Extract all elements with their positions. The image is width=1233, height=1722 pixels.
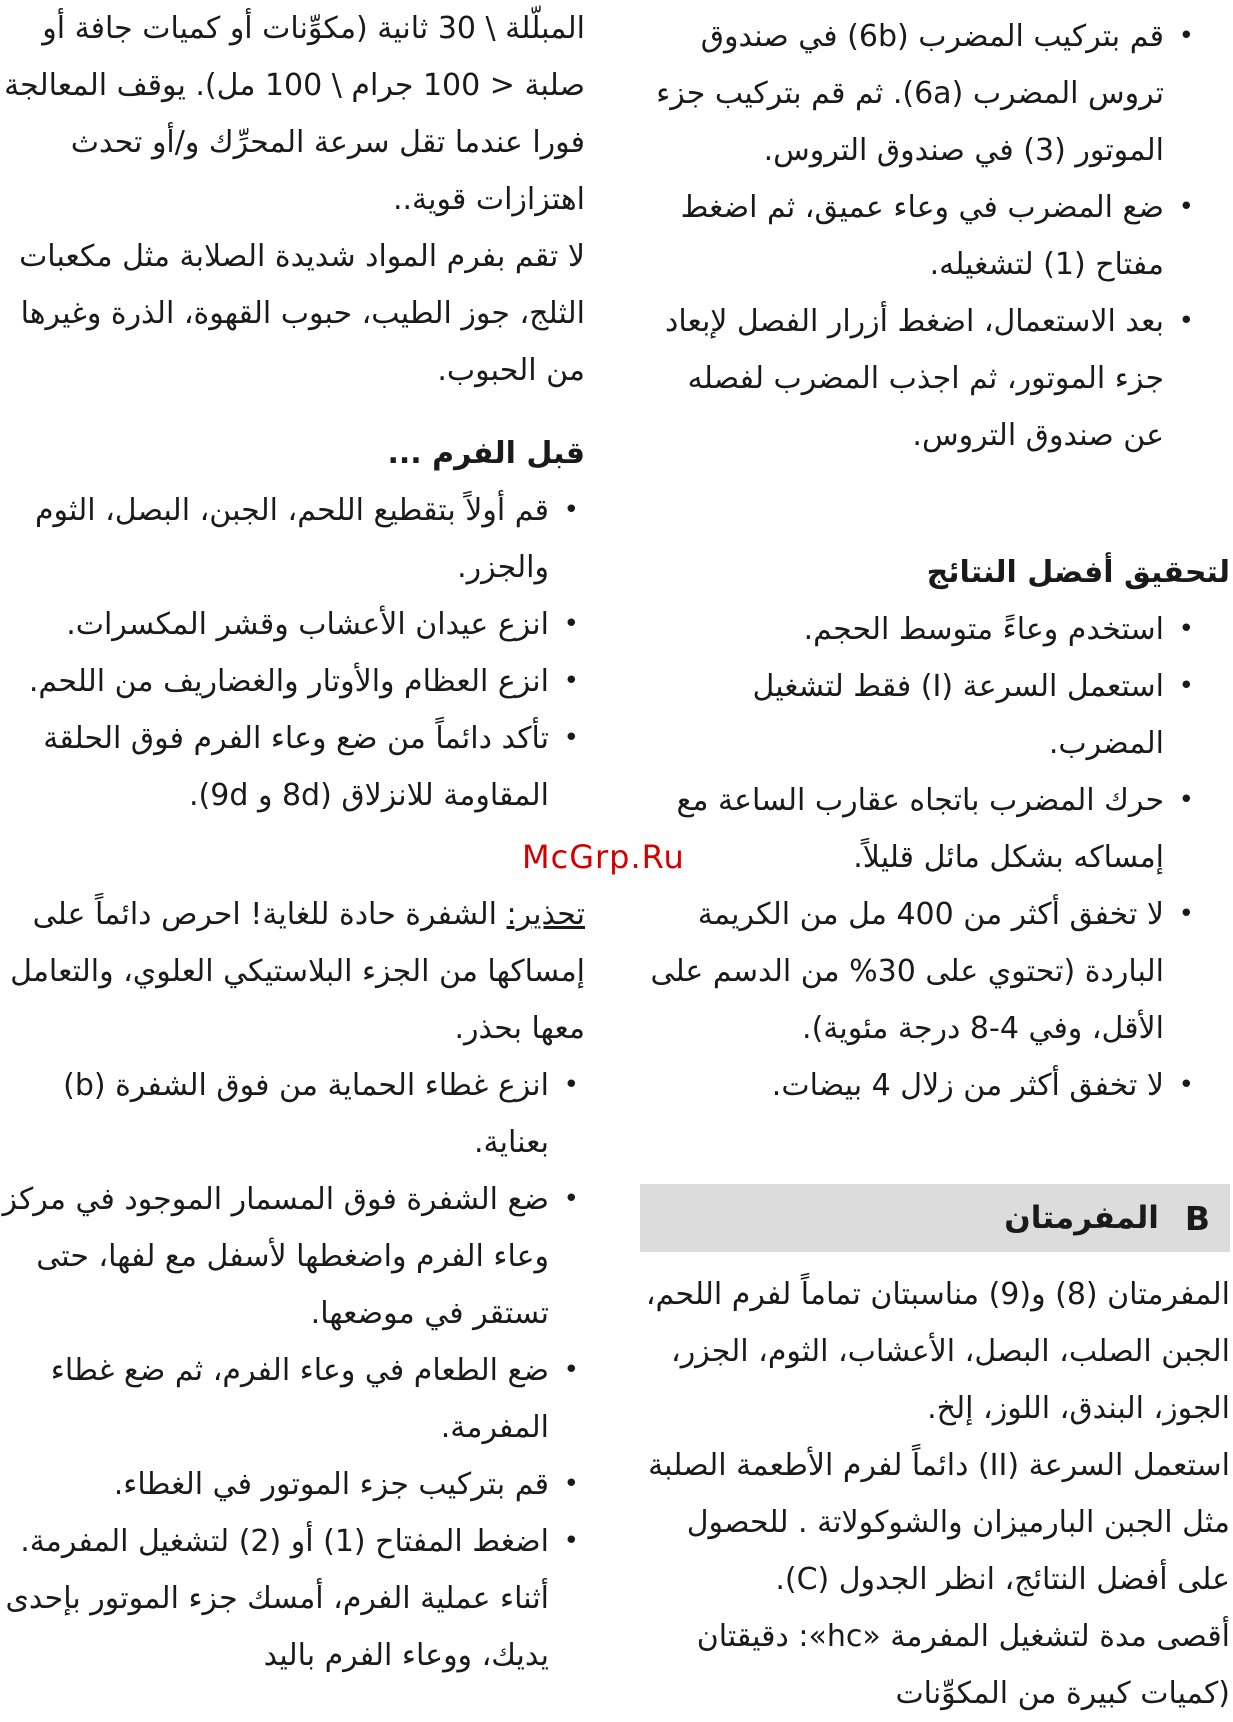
list-item: • ضع الشفرة فوق المسمار الموجود في مركز وعاء الفرم واضغطها لأسفل مع لفها، حتى تستقر في موضعها. <box>0 1171 585 1342</box>
chopping-steps-list <box>0 1057 585 1684</box>
warning-label: تحذير: <box>506 897 585 932</box>
before-chopping-list <box>0 482 585 824</box>
list-item: • انزع عيدان الأعشاب وقشر المكسرات. <box>0 596 585 653</box>
list-item: • ضع الطعام في وعاء الفرم، ثم ضع غطاء المفرمة. <box>0 1342 585 1456</box>
speed-paragraph: استعمل السرعة (II) دائماً لفرم الأطعمة الصلبة مثل الجبن البارميزان والشوكولاتة . للحصول على أفضل النتائج، انظر الجدول (C). <box>648 1448 1230 1597</box>
watermark: McGrp.Ru <box>522 838 685 876</box>
list-item: • قم بتركيب المضرب (6b) في صندوق تروس المضرب (6a). ثم قم بتركيب جزء الموتور (3) في صندوق التروس. <box>640 8 1200 179</box>
list-item: • لا تخفق أكثر من زلال 4 بيضات. <box>640 1057 1200 1114</box>
hard-foods-paragraph: لا تقم بفرم المواد شديدة الصلابة مثل مكعبات الثلج، جوز الطيب، حبوب القهوة، الذرة وغيرها من الحبوب. <box>19 239 585 388</box>
list-item: • انزع غطاء الحماية من فوق الشفرة (b) بعناية. <box>0 1057 585 1171</box>
list-item: • استخدم وعاءً متوسط الحجم. <box>640 601 1200 658</box>
section-letter: B <box>1184 1198 1210 1238</box>
list-item: • اضغط المفتاح (1) أو (2) لتشغيل المفرمة. أثناء عملية الفرم، أمسك جزء الموتور بإحدى يديك، ووعاء الفرم باليد <box>0 1513 585 1684</box>
section-b-header <box>640 1184 1230 1252</box>
list-item: • انزع العظام والأوتار والغضاريف من اللحم. <box>0 653 585 710</box>
right-column <box>640 0 1230 1722</box>
list-item: • بعد الاستعمال، اضغط أزرار الفصل لإبعاد جزء الموتور، ثم اجذب المضرب لفصله عن صندوق التروس. <box>640 293 1200 464</box>
results-heading: لتحقيق أفضل النتائج <box>926 555 1230 590</box>
results-list <box>640 601 1200 1114</box>
list-item: • قم بتركيب جزء الموتور في الغطاء. <box>0 1456 585 1513</box>
max-time-paragraph: أقصى مدة لتشغيل المفرمة «hc»: دقيقتان (كميات كبيرة من المكوِّنات <box>696 1619 1230 1711</box>
section-title: المفرمتان <box>1004 1199 1159 1236</box>
list-item: • قم أولاً بتقطيع اللحم، الجبن، البصل، الثوم والجزر. <box>0 482 585 596</box>
choppers-paragraph: المفرمتان (8) و(9) مناسبتان تماماً لفرم اللحم، الجبن الصلب، البصل، الأعشاب، الثوم، الجزر، الجوز، البندق، اللوز، إلخ. <box>645 1277 1230 1426</box>
list-item: • ضع المضرب في وعاء عميق، ثم اضغط مفتاح (1) لتشغيله. <box>640 179 1200 293</box>
warning-text: الشفرة حادة للغاية! احرص دائماً على إمساكها من الجزء البلاستيكي العلوي، والتعامل معها بحذر. <box>10 897 585 1046</box>
operation-time-paragraph: المبلّلة \ 30 ثانية (مكوِّنات أو كميات جافة أو صلبة < 100 جرام \ 100 مل). يوقف المعالجة فورا عندما تقل سرعة المحرِّك و/أو تحدث اهتزازات قوية.. <box>4 11 585 217</box>
left-column <box>0 0 585 1684</box>
before-chopping-heading: قبل الفرم ... <box>387 436 585 471</box>
whisk-steps-list <box>640 8 1200 464</box>
list-item: • لا تخفق أكثر من 400 مل من الكريمة الباردة (تحتوي على 30% من الدسم على الأقل، وفي 4-8 درجة مئوية). <box>640 886 1200 1057</box>
list-item: • تأكد دائماً من ضع وعاء الفرم فوق الحلقة المقاومة للانزلاق (8d و 9d). <box>0 710 585 824</box>
list-item: • استعمل السرعة (I) فقط لتشغيل المضرب. <box>640 658 1200 772</box>
warning-paragraph <box>0 886 585 1057</box>
list-item: • حرك المضرب باتجاه عقارب الساعة مع إمساكه بشكل مائل قليلاً. <box>640 772 1200 886</box>
